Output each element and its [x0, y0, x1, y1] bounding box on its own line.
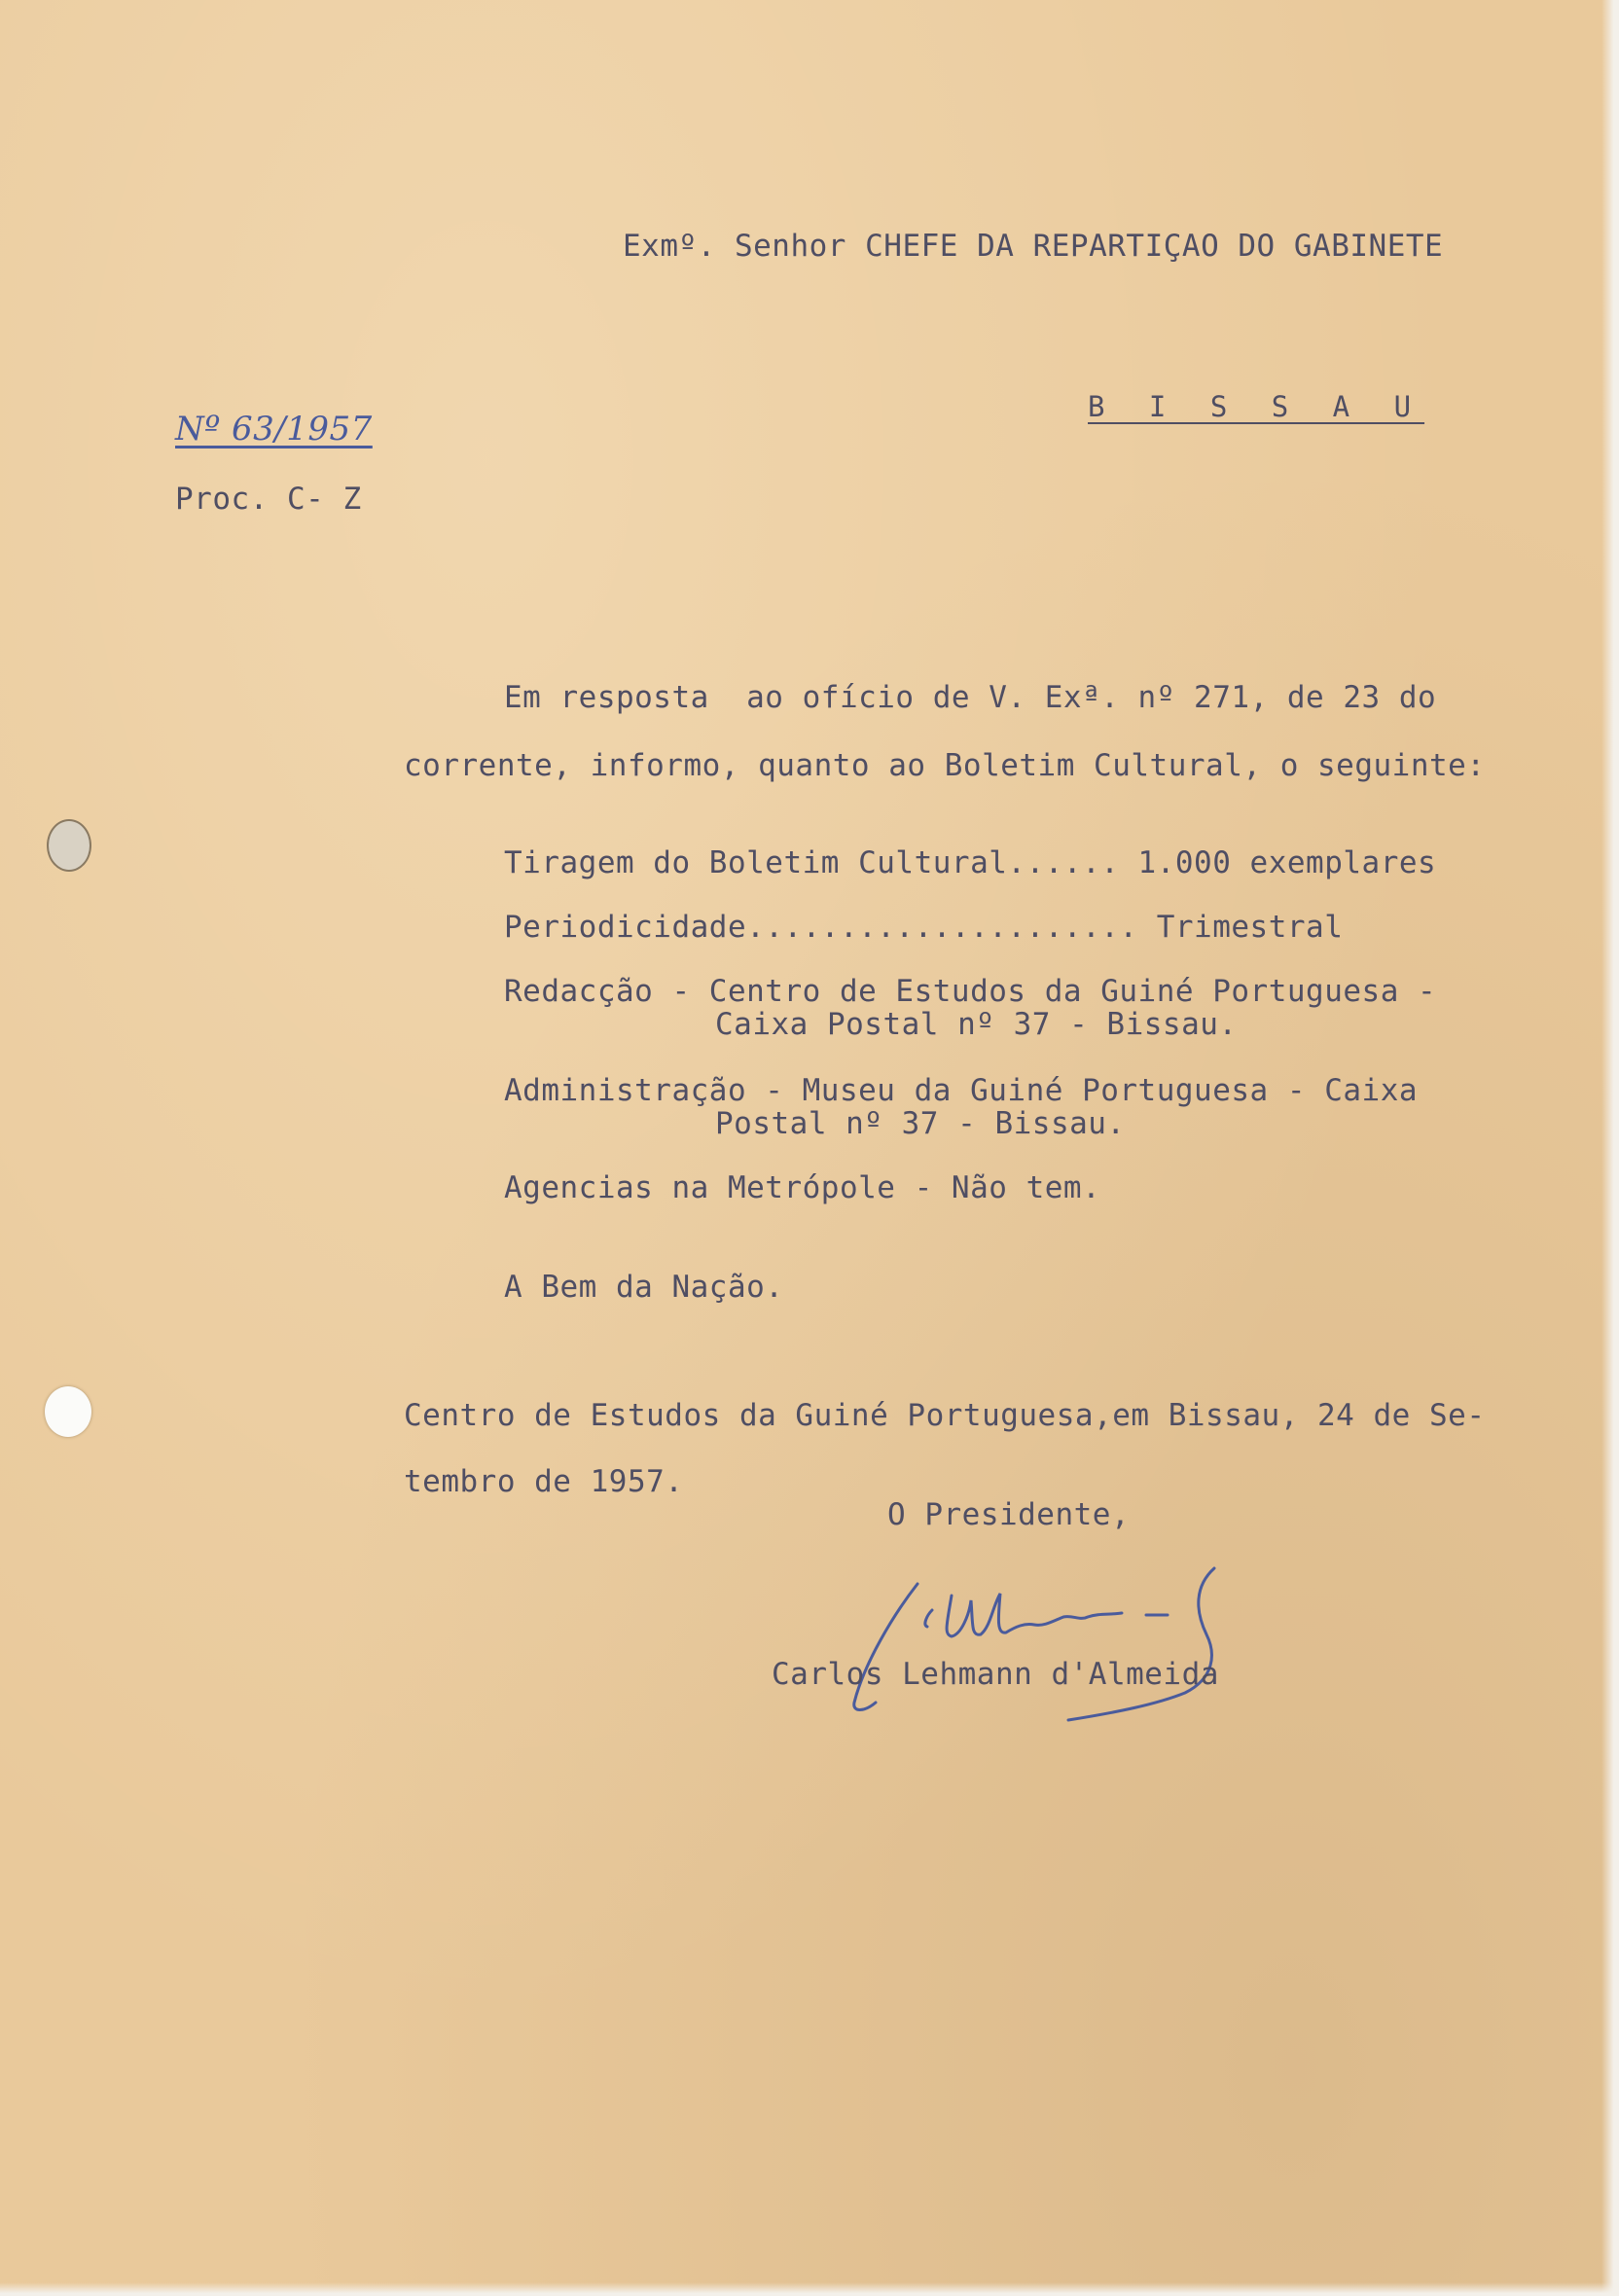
paper-bottom-edge — [0, 2282, 1619, 2296]
closing-salutation: A Bem da Nação. — [504, 1270, 784, 1305]
addressee-line: Exmº. Senhor CHEFE DA REPARTIÇAO DO GABINETE — [623, 229, 1444, 264]
place-date-line-1: Centro de Estudos da Guiné Portuguesa,em Bissau, 24 de Se- — [404, 1398, 1486, 1433]
item-editorial-line-2: Caixa Postal nº 37 - Bissau. — [715, 1007, 1238, 1042]
paper-right-edge — [1601, 0, 1619, 2296]
reference-number: Nº 63/1957 — [175, 410, 373, 448]
item-agencies: Agencias na Metrópole - Não tem. — [504, 1170, 1101, 1205]
item-editorial-line-1: Redacção - Centro de Estudos da Guiné Portuguesa - — [504, 974, 1437, 1009]
punch-hole-bottom — [45, 1386, 91, 1437]
punch-hole-top — [47, 819, 91, 872]
process-reference: Proc. C- Z — [175, 482, 362, 517]
item-periodicity: Periodicidade..................... Trimestral — [504, 910, 1344, 945]
body-line-2: corrente, informo, quanto ao Boletim Cultural, o seguinte: — [404, 748, 1486, 783]
place-date-line-2: tembro de 1957. — [404, 1464, 684, 1499]
signatory-name: Carlos Lehmann d'Almeida — [772, 1657, 1219, 1692]
item-administration-line-2: Postal nº 37 - Bissau. — [715, 1106, 1126, 1141]
signatory-title: O Presidente, — [887, 1497, 1131, 1532]
item-administration-line-1: Administração - Museu da Guiné Portuguesa - Caixa — [504, 1073, 1419, 1108]
item-print-run: Tiragem do Boletim Cultural...... 1.000 exemplares — [504, 845, 1437, 880]
city-heading: B I S S A U — [1088, 390, 1425, 423]
body-line-1: Em resposta ao ofício de V. Exª. nº 271, de 23 do — [504, 680, 1437, 715]
handwritten-signature — [825, 1557, 1331, 1722]
